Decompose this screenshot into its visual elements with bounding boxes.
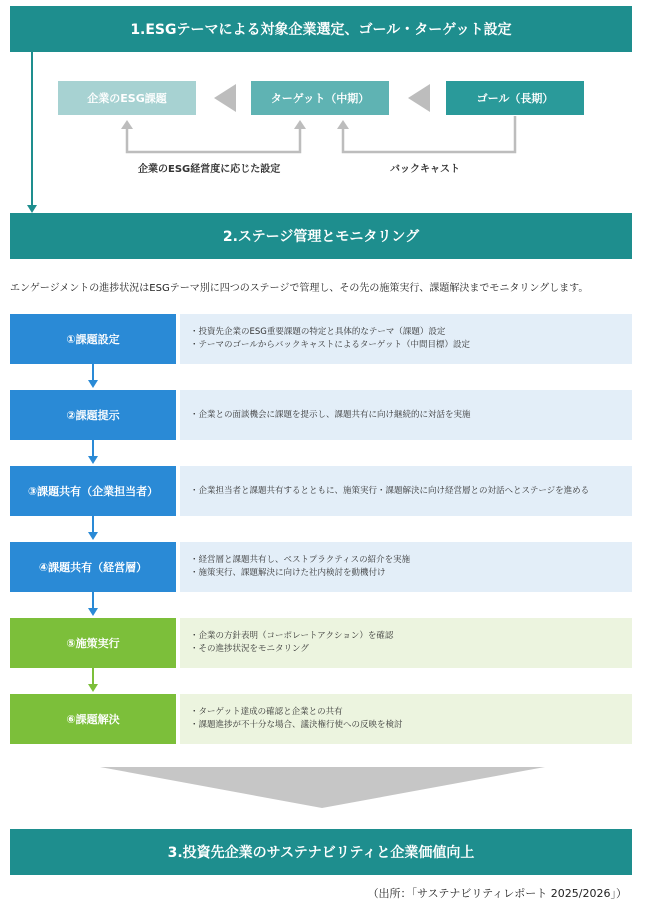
stage-3-description (180, 466, 632, 516)
bracket-right-arrowhead (337, 120, 349, 129)
stage-6 (10, 694, 176, 744)
section3-title: 3.投資先企業のサステナビリティと企業価値向上 (167, 845, 475, 861)
stage-1 (10, 314, 176, 364)
section2-banner (10, 213, 632, 259)
stage-1-label: ①課題設定 (66, 333, 120, 346)
flow-arrow-left-2 (408, 84, 430, 112)
stage-connector-arrow-4 (88, 608, 98, 616)
source-note: （出所：「サステナビリティレポート 2025/2026」） (367, 887, 627, 900)
stage-3-line-1: ・企業担当者と課題共有するとともに、施策実行・課題解決に向け経営層との対話へとステージを進める (190, 485, 590, 496)
section2-intro: エンゲージメントの進捗状況はESGテーマ別に四つのステージで管理し、その先の施策実行、課題解決までモニタリングします。 (10, 283, 589, 294)
bracket-left (127, 127, 300, 152)
stage-4-line-2: ・施策実行、課題解決に向けた社内検討を動機付け (190, 568, 386, 578)
stage-1-line-2: ・テーマのゴールからバックキャストによるターゲット（中間目標）設定 (190, 340, 470, 350)
stage-3 (10, 466, 176, 516)
stage-4-line-1: ・経営層と課題共有し、ベストプラクティスの紹介を実施 (190, 555, 411, 566)
stage-connector-arrow-2 (88, 456, 98, 464)
stage-2-description (180, 390, 632, 440)
stage-connector-arrow-5 (88, 684, 98, 692)
note-esg-management: 企業のESG経営度に応じた設定 (138, 164, 281, 175)
flow-box-goal-label: ゴール（長期） (476, 92, 554, 105)
section1-title: 1.ESGテーマによる対象企業選定、ゴール・ターゲット設定 (130, 22, 512, 38)
flow-box-esg-issue-label: 企業のESG課題 (87, 92, 167, 105)
flow-box-target-label: ターゲット（中期） (270, 92, 370, 105)
stage-2-label: ②課題提示 (66, 409, 120, 422)
stage-connector-arrow-3 (88, 532, 98, 540)
bracket-left-arrowhead (121, 120, 133, 129)
section2-title: 2.ステージ管理とモニタリング (222, 229, 420, 245)
stage-4-label: ④課題共有（経営層） (38, 561, 148, 574)
stage-5-line-1: ・企業の方針表明（コーポレートアクション）を確認 (190, 631, 394, 642)
bracket-right (343, 116, 515, 152)
stage-6-line-2: ・課題進捗が不十分な場合、議決権行使への反映を検討 (190, 720, 403, 730)
note-backcast: バックキャスト (390, 164, 460, 175)
stage-5-line-2: ・その進捗状況をモニタリング (190, 644, 309, 654)
stage-5-description (180, 618, 632, 668)
stage-6-description (180, 694, 632, 744)
flow-box-target (251, 81, 389, 115)
stage-1-line-1: ・投資先企業のESG重要課題の特定と具体的なテーマ（課題）設定 (190, 327, 446, 338)
section3-banner (10, 829, 632, 875)
stage-4-description (180, 542, 632, 592)
flow-box-esg-issue (58, 81, 196, 115)
stage-3-label: ③課題共有（企業担当者） (27, 485, 159, 498)
stage-connector-arrow-1 (88, 380, 98, 388)
stage-6-line-1: ・ターゲット達成の確認と企業との共有 (190, 707, 343, 718)
stage-2 (10, 390, 176, 440)
flow-arrow-left-1 (214, 84, 236, 112)
stage-6-label: ⑥課題解決 (66, 713, 120, 726)
stage-2-line-1: ・企業との面談機会に課題を提示し、課題共有に向け継続的に対話を実施 (190, 409, 471, 420)
stage-5-label: ⑤施策実行 (66, 637, 120, 650)
stage-5 (10, 618, 176, 668)
stage-1-description (180, 314, 632, 364)
section-connector-arrowhead (27, 205, 37, 213)
funnel-arrow (100, 767, 545, 808)
bracket-left-arrowhead-2 (294, 120, 306, 129)
flow-box-goal (446, 81, 584, 115)
stage-4 (10, 542, 176, 592)
